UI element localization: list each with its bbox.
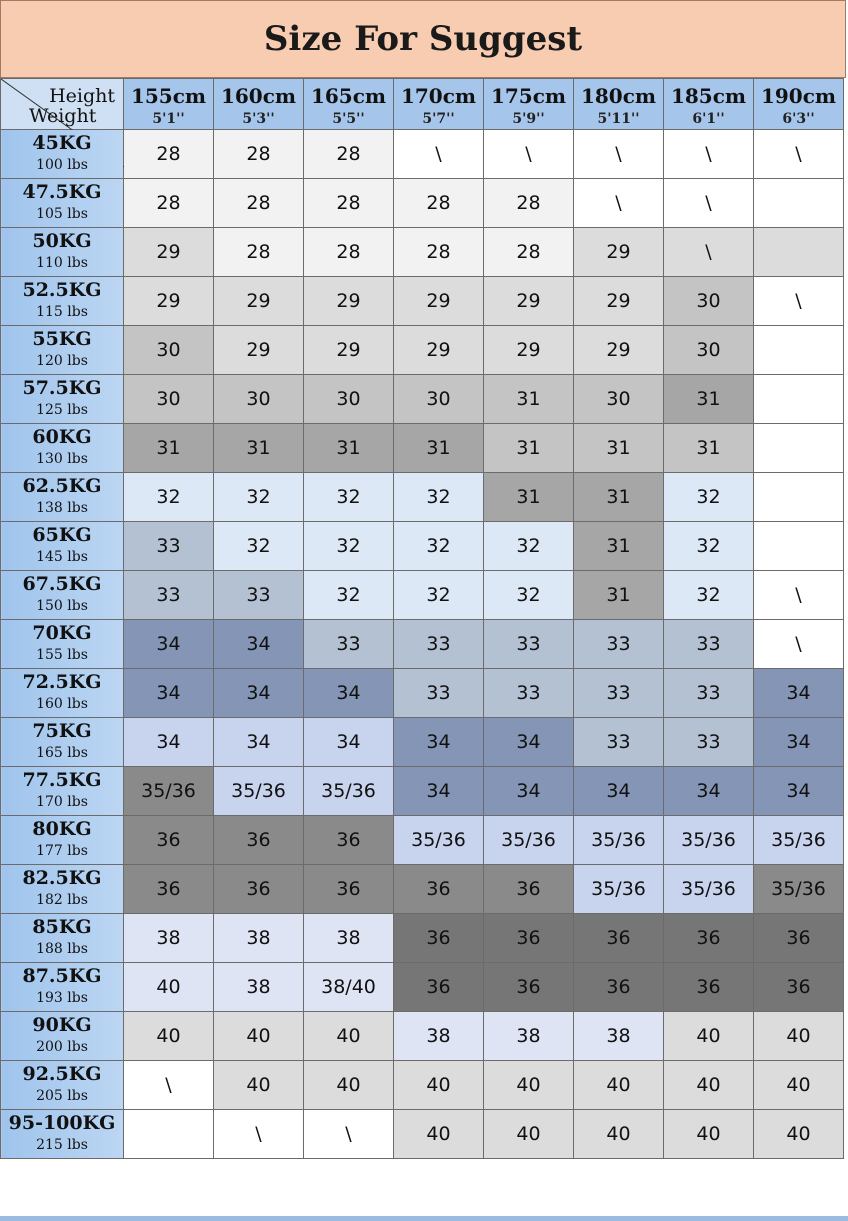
size-cell: 28 (394, 179, 484, 228)
size-cell: 36 (574, 914, 664, 963)
size-cell: 28 (394, 228, 484, 277)
weight-kg: 62.5KG (22, 475, 102, 497)
height-ft: 6'1'' (692, 111, 725, 127)
height-cm: 190cm (760, 84, 837, 108)
size-cell: 32 (304, 522, 394, 571)
weight-kg: 82.5KG (22, 867, 102, 889)
height-cm: 175cm (490, 84, 567, 108)
size-cell: \ (754, 620, 844, 669)
size-cell: 28 (214, 130, 304, 179)
size-cell: 32 (484, 522, 574, 571)
height-cm: 165cm (310, 84, 387, 108)
size-cell: \ (124, 1061, 214, 1110)
size-cell: 36 (484, 865, 574, 914)
weight-row-header (1, 179, 124, 228)
size-cell: 31 (664, 424, 754, 473)
size-cell: 29 (214, 277, 304, 326)
size-cell: 40 (304, 1012, 394, 1061)
size-cell: 29 (304, 326, 394, 375)
size-cell: 32 (484, 571, 574, 620)
size-cell: 34 (484, 767, 574, 816)
size-cell: \ (664, 130, 754, 179)
size-cell: 35/36 (124, 767, 214, 816)
height-axis-label: Height (49, 85, 115, 107)
size-cell: 36 (394, 865, 484, 914)
size-cell: 34 (214, 620, 304, 669)
title-bar (0, 0, 846, 78)
size-cell: 31 (574, 571, 664, 620)
size-cell: 29 (484, 277, 574, 326)
size-cell: 40 (124, 963, 214, 1012)
size-cell: 31 (574, 522, 664, 571)
size-cell: 36 (124, 865, 214, 914)
size-cell: 40 (664, 1061, 754, 1110)
size-cell: 36 (484, 914, 574, 963)
size-cell (754, 473, 844, 522)
size-cell: 33 (664, 620, 754, 669)
size-cell: 36 (754, 914, 844, 963)
size-cell: 38 (484, 1012, 574, 1061)
size-cell: 32 (214, 473, 304, 522)
size-cell: 30 (214, 375, 304, 424)
weight-lbs: 160 lbs (36, 696, 88, 712)
size-cell: 35/36 (304, 767, 394, 816)
size-cell: 36 (304, 816, 394, 865)
size-cell: 33 (574, 669, 664, 718)
weight-lbs: 155 lbs (36, 647, 88, 663)
size-cell (754, 179, 844, 228)
size-cell: 28 (484, 228, 574, 277)
size-cell: 36 (574, 963, 664, 1012)
size-cell: 38/40 (304, 963, 394, 1012)
size-cell (754, 522, 844, 571)
weight-row-header (1, 865, 124, 914)
size-cell: 35/36 (664, 865, 754, 914)
size-cell: 36 (754, 963, 844, 1012)
weight-axis-label: Weight (29, 105, 97, 127)
height-column-header (484, 79, 574, 130)
size-cell: 40 (574, 1061, 664, 1110)
size-cell: 31 (664, 375, 754, 424)
size-cell: 32 (664, 571, 754, 620)
size-cell: 40 (664, 1110, 754, 1159)
size-cell: 40 (304, 1061, 394, 1110)
weight-kg: 45KG (32, 132, 92, 154)
weight-row-header (1, 963, 124, 1012)
size-cell: 36 (214, 865, 304, 914)
weight-lbs: 120 lbs (36, 353, 88, 369)
size-cell: 31 (484, 375, 574, 424)
size-cell: 32 (304, 571, 394, 620)
size-cell: 34 (214, 718, 304, 767)
size-cell: 33 (394, 669, 484, 718)
size-cell: 35/36 (754, 816, 844, 865)
size-cell: 36 (484, 963, 574, 1012)
size-cell: 32 (394, 571, 484, 620)
size-cell: 38 (214, 914, 304, 963)
size-cell: \ (664, 228, 754, 277)
size-cell: 30 (124, 326, 214, 375)
size-cell: 31 (574, 424, 664, 473)
size-cell: 32 (664, 522, 754, 571)
size-cell: 28 (304, 130, 394, 179)
weight-kg: 52.5KG (22, 279, 102, 301)
size-cell: 28 (304, 179, 394, 228)
height-ft: 5'3'' (242, 111, 275, 127)
size-cell: 34 (394, 718, 484, 767)
corner-cell (1, 79, 124, 130)
size-cell: 34 (304, 718, 394, 767)
size-cell: 30 (394, 375, 484, 424)
size-cell: 32 (394, 473, 484, 522)
weight-lbs: 150 lbs (36, 598, 88, 614)
weight-kg: 72.5KG (22, 671, 102, 693)
table-row (1, 130, 844, 179)
weight-lbs: 205 lbs (36, 1088, 88, 1104)
weight-lbs: 200 lbs (36, 1039, 88, 1055)
size-cell: 34 (214, 669, 304, 718)
size-cell: 32 (214, 522, 304, 571)
size-cell: 33 (304, 620, 394, 669)
size-cell: 34 (124, 669, 214, 718)
size-cell: 36 (124, 816, 214, 865)
size-cell: \ (304, 1110, 394, 1159)
table-body (1, 130, 844, 1159)
size-cell: \ (664, 179, 754, 228)
size-cell: 29 (394, 326, 484, 375)
size-cell: 35/36 (754, 865, 844, 914)
weight-lbs: 170 lbs (36, 794, 88, 810)
size-cell: 38 (214, 963, 304, 1012)
size-cell: 31 (214, 424, 304, 473)
weight-kg: 85KG (32, 916, 92, 938)
size-cell: 30 (574, 375, 664, 424)
size-cell: 30 (124, 375, 214, 424)
table-row (1, 1061, 844, 1110)
table-row (1, 669, 844, 718)
weight-lbs: 130 lbs (36, 451, 88, 467)
size-cell: \ (394, 130, 484, 179)
weight-row-header (1, 620, 124, 669)
size-cell: 38 (574, 1012, 664, 1061)
size-cell: 33 (394, 620, 484, 669)
weight-row-header (1, 228, 124, 277)
height-column-header (574, 79, 664, 130)
header-row (1, 79, 844, 130)
weight-row-header (1, 473, 124, 522)
weight-lbs: 115 lbs (36, 304, 88, 320)
weight-lbs: 193 lbs (36, 990, 88, 1006)
size-cell: 34 (484, 718, 574, 767)
table-row (1, 228, 844, 277)
size-cell (754, 228, 844, 277)
size-cell: 33 (124, 571, 214, 620)
table-row (1, 620, 844, 669)
size-cell: 40 (214, 1061, 304, 1110)
size-cell: 40 (574, 1110, 664, 1159)
table-row (1, 963, 844, 1012)
weight-kg: 50KG (32, 230, 92, 252)
size-cell: 36 (304, 865, 394, 914)
size-cell: 40 (484, 1061, 574, 1110)
height-column-header (214, 79, 304, 130)
size-cell: 31 (304, 424, 394, 473)
size-cell: 30 (664, 326, 754, 375)
weight-lbs: 215 lbs (36, 1137, 88, 1153)
weight-lbs: 145 lbs (36, 549, 88, 565)
size-cell: 40 (754, 1110, 844, 1159)
size-cell: 29 (124, 277, 214, 326)
weight-row-header (1, 375, 124, 424)
size-cell: 40 (664, 1012, 754, 1061)
weight-row-header (1, 767, 124, 816)
size-cell (754, 326, 844, 375)
weight-row-header (1, 669, 124, 718)
size-cell: 36 (394, 914, 484, 963)
size-cell: 28 (124, 130, 214, 179)
height-cm: 155cm (130, 84, 207, 108)
weight-row-header (1, 571, 124, 620)
weight-kg: 70KG (32, 622, 92, 644)
weight-kg: 87.5KG (22, 965, 102, 987)
size-cell: 28 (214, 179, 304, 228)
weight-kg: 92.5KG (22, 1063, 102, 1085)
height-column-header (124, 79, 214, 130)
size-cell: 33 (124, 522, 214, 571)
table-row (1, 522, 844, 571)
size-cell: 35/36 (574, 865, 664, 914)
weight-lbs: 138 lbs (36, 500, 88, 516)
weight-lbs: 165 lbs (36, 745, 88, 761)
size-cell: 31 (124, 424, 214, 473)
page-title: Size For Suggest (263, 19, 583, 59)
table-row (1, 375, 844, 424)
size-cell: 34 (664, 767, 754, 816)
weight-kg: 65KG (32, 524, 92, 546)
size-cell: 29 (394, 277, 484, 326)
size-cell: 35/36 (214, 767, 304, 816)
table-row (1, 865, 844, 914)
size-cell: 28 (304, 228, 394, 277)
size-cell: 33 (664, 669, 754, 718)
size-cell: 36 (394, 963, 484, 1012)
size-cell: 36 (664, 963, 754, 1012)
size-cell: \ (754, 130, 844, 179)
size-cell (124, 1110, 214, 1159)
height-column-header (394, 79, 484, 130)
size-cell: \ (754, 571, 844, 620)
table-row (1, 816, 844, 865)
weight-lbs: 182 lbs (36, 892, 88, 908)
size-cell: 33 (484, 620, 574, 669)
size-cell: 34 (124, 718, 214, 767)
weight-row-header (1, 424, 124, 473)
weight-lbs: 188 lbs (36, 941, 88, 957)
size-cell: \ (574, 179, 664, 228)
weight-row-header (1, 326, 124, 375)
size-cell: 33 (484, 669, 574, 718)
size-cell: 29 (214, 326, 304, 375)
weight-lbs: 100 lbs (36, 157, 88, 173)
size-cell: 31 (574, 473, 664, 522)
size-cell: 35/36 (574, 816, 664, 865)
height-ft: 5'7'' (422, 111, 455, 127)
size-cell: 34 (754, 718, 844, 767)
size-cell: 29 (484, 326, 574, 375)
weight-kg: 95-100KG (8, 1112, 116, 1134)
size-cell: 31 (484, 424, 574, 473)
weight-kg: 57.5KG (22, 377, 102, 399)
size-cell: \ (574, 130, 664, 179)
height-ft: 5'9'' (512, 111, 545, 127)
size-cell: 34 (124, 620, 214, 669)
weight-lbs: 177 lbs (36, 843, 88, 859)
height-ft: 5'1'' (152, 111, 185, 127)
table-row (1, 718, 844, 767)
size-cell: 40 (754, 1061, 844, 1110)
table-row (1, 179, 844, 228)
table-row (1, 914, 844, 963)
size-cell: 40 (394, 1110, 484, 1159)
size-cell: 34 (574, 767, 664, 816)
size-cell: 28 (484, 179, 574, 228)
size-cell: 38 (304, 914, 394, 963)
size-cell: 33 (574, 718, 664, 767)
size-cell: 33 (574, 620, 664, 669)
size-cell: 29 (574, 326, 664, 375)
size-cell: 40 (214, 1012, 304, 1061)
size-cell: 38 (124, 914, 214, 963)
size-cell: 29 (574, 228, 664, 277)
weight-row-header (1, 816, 124, 865)
weight-row-header (1, 1061, 124, 1110)
weight-kg: 67.5KG (22, 573, 102, 595)
size-cell: 32 (394, 522, 484, 571)
table-row (1, 424, 844, 473)
weight-row-header (1, 130, 124, 179)
size-cell: 28 (124, 179, 214, 228)
weight-kg: 90KG (32, 1014, 92, 1036)
height-ft: 5'11'' (597, 111, 640, 127)
size-cell: 28 (214, 228, 304, 277)
size-cell: 31 (484, 473, 574, 522)
size-cell: \ (754, 277, 844, 326)
weight-row-header (1, 718, 124, 767)
size-cell: 38 (394, 1012, 484, 1061)
size-cell: 40 (394, 1061, 484, 1110)
weight-lbs: 105 lbs (36, 206, 88, 222)
height-column-header (664, 79, 754, 130)
weight-row-header (1, 1012, 124, 1061)
height-column-header (754, 79, 844, 130)
weight-row-header (1, 522, 124, 571)
weight-row-header (1, 914, 124, 963)
size-cell: 30 (664, 277, 754, 326)
size-cell: 33 (214, 571, 304, 620)
weight-kg: 47.5KG (22, 181, 102, 203)
weight-kg: 60KG (32, 426, 92, 448)
size-cell: 30 (304, 375, 394, 424)
size-cell: 29 (304, 277, 394, 326)
size-cell: 33 (664, 718, 754, 767)
size-cell: 34 (754, 767, 844, 816)
weight-kg: 80KG (32, 818, 92, 840)
height-cm: 160cm (220, 84, 297, 108)
table-row (1, 767, 844, 816)
size-cell: 29 (574, 277, 664, 326)
table-row (1, 1012, 844, 1061)
size-cell: 32 (124, 473, 214, 522)
table-row (1, 326, 844, 375)
size-cell: 35/36 (484, 816, 574, 865)
size-cell: \ (484, 130, 574, 179)
size-cell: 31 (394, 424, 484, 473)
size-cell (754, 375, 844, 424)
table-row (1, 473, 844, 522)
bottom-strip (0, 1216, 848, 1221)
size-cell: 36 (214, 816, 304, 865)
weight-kg: 77.5KG (22, 769, 102, 791)
size-cell: \ (214, 1110, 304, 1159)
size-cell: 34 (304, 669, 394, 718)
height-cm: 185cm (670, 84, 747, 108)
size-cell: 29 (124, 228, 214, 277)
size-cell: 34 (754, 669, 844, 718)
height-column-header (304, 79, 394, 130)
size-cell: 35/36 (394, 816, 484, 865)
size-cell: 36 (664, 914, 754, 963)
height-ft: 6'3'' (782, 111, 815, 127)
weight-row-header (1, 277, 124, 326)
weight-lbs: 125 lbs (36, 402, 88, 418)
size-cell (754, 424, 844, 473)
table-row (1, 277, 844, 326)
size-cell: 35/36 (664, 816, 754, 865)
size-cell: 40 (484, 1110, 574, 1159)
height-ft: 5'5'' (332, 111, 365, 127)
weight-row-header (1, 1110, 124, 1159)
weight-kg: 55KG (32, 328, 92, 350)
weight-lbs: 110 lbs (36, 255, 88, 271)
size-cell: 34 (394, 767, 484, 816)
weight-kg: 75KG (32, 720, 92, 742)
height-cm: 170cm (400, 84, 477, 108)
size-cell: 32 (664, 473, 754, 522)
size-cell: 32 (304, 473, 394, 522)
table-row (1, 1110, 844, 1159)
height-cm: 180cm (580, 84, 657, 108)
size-cell: 40 (124, 1012, 214, 1061)
size-table (0, 78, 844, 1159)
size-cell: 40 (754, 1012, 844, 1061)
table-row (1, 571, 844, 620)
